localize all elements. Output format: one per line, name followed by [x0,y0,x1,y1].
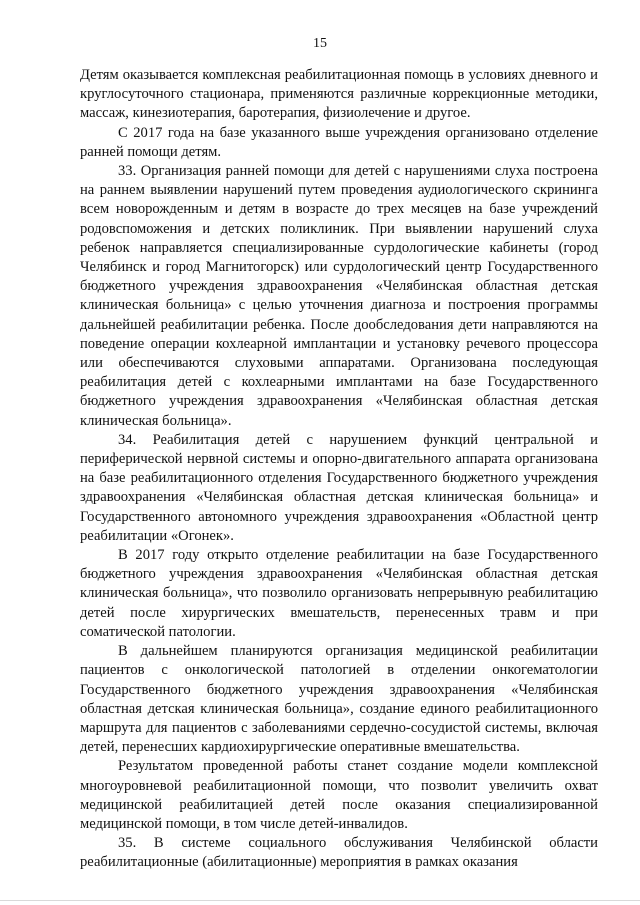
paragraph-2: С 2017 года на базе указанного выше учреждения организовано отделение ранней помощи детям. [80,124,598,160]
paragraph-4: 34. Реабилитация детей с нарушением функций центральной и периферической нервной системы и опорно-двигательного аппарата организована на базе реабилитационного отделения Государственного бюджетного учреждения здравоохранения «Челябинская областная детская клиническая больница» и Государственного автономного учреждения здравоохранения «Областной центр реабилитации «Огонек». [80,431,598,544]
paragraph-6: В дальнейшем планируются организация медицинской реабилитации пациентов с онкологической патологией в отделении онкогематологии Государственного бюджетного учреждения здравоохранения «Челябинская областная детская клиническая больница», создание единого реабилитационного маршрута для пациентов с заболеваниями сердечно-сосудистой системы, включая детей, перенесших кардиохирургические оперативные вмешательства. [80,643,598,756]
paragraph-7: Результатом проведенной работы станет создание модели комплексной многоуровневой реабилитационной помощи, что позволит увеличить охват медицинской реабилитацией детей после оказания специализированной медицинской помощи, в том числе детей-инвалидов. [80,758,598,832]
page-number: 15 [313,36,327,51]
paragraph-3: 33. Организация ранней помощи для детей с нарушениями слуха построена на раннем выявлении нарушений путем проведения аудиологического скрининга всем новорожденным и детям в возрасте до трех месяцев на базе учреждений родовспоможения и детских поликлиник. При выявлении нарушений слуха ребенок направляется специализированные сурдологические кабинеты (город Челябинск и город Магнитогорск) или сурдологический центр Государственного бюджетного учреждения здравоохранения «Челябинская областная детская клиническая больница» с целью уточнения диагноза и построения программы дальнейшей реабилитации ребенка. После дообследования дети направляются на поведение операции кохлеарной имплантации и установку речевого процессора или обеспечиваются слуховыми аппаратами. Организована последующая реабилитация детей с кохлеарными имплантами на базе Государственного бюджетного учреждения здравоохранения «Челябинская областная детская клиническая больница». [80,163,598,429]
paragraph-1: Детям оказывается комплексная реабилитационная помощь в условиях дневного и круглосуточного стационара, применяются различные коррекционные методики, массаж, кинезиотерапия, баротерапия, физиолечение и другое. [80,67,598,122]
paragraph-8: 35. В системе социального обслуживания Челябинской области реабилитационные (абилитационные) мероприятия в рамках оказания [80,835,598,871]
body-text [80,66,598,873]
page-bottom-edge [0,900,640,901]
paragraph-5: В 2017 году открыто отделение реабилитации на базе Государственного бюджетного учреждения здравоохранения «Челябинская областная детская клиническая больница», что позволило организовать непрерывную реабилитацию детей после хирургических вмешательств, перенесенных травм и при соматической патологии. [80,547,598,640]
